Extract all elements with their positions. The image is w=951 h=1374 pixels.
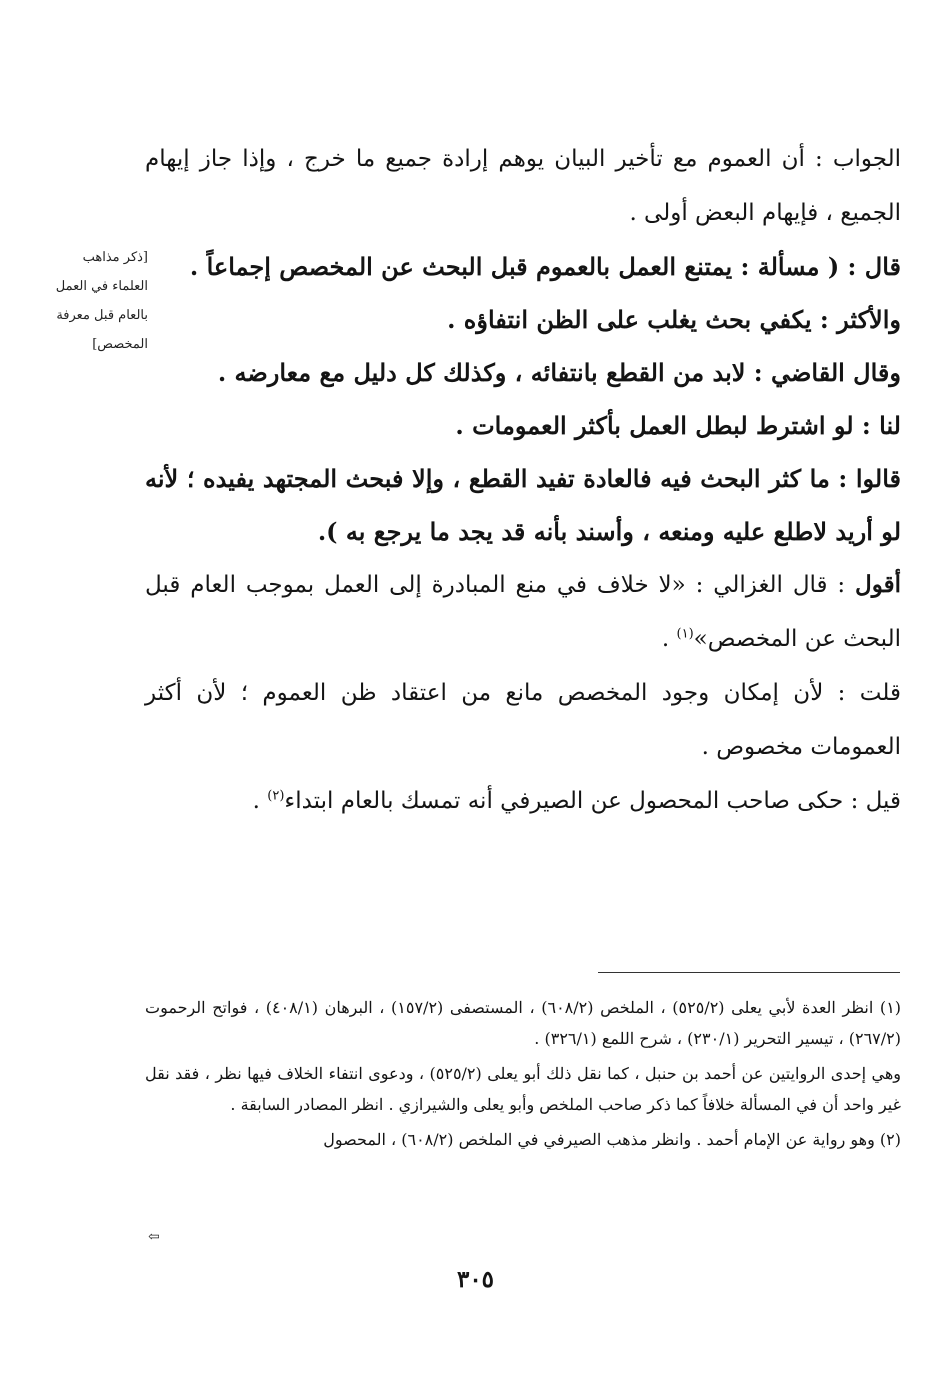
paragraph-text: وقال القاضي : لابد من القطع بانتفائه ، وكذلك كل دليل مع معارضه . <box>217 358 901 387</box>
paragraph-text: قلت : لأن إمكان وجود المخصص مانع من اعتقاد ظن العموم ؛ لأن أكثر العمومات مخصوص . <box>145 680 901 760</box>
footnote-ref: (١) <box>676 626 694 642</box>
footnote-1: (١) انظر العدة لأبي يعلى (٥٢٥/٢) ، الملخص (٦٠٨/٢) ، المستصفى (١٥٧/٢) ، البرهان (٤٠٨/١) ، فواتح الرحموت (٢٦٧/٢) ، تيسير التحرير (٢٣٠/١) ، شرح اللمع (٣٢٦/١) . <box>145 998 902 1048</box>
footnotes <box>145 992 901 1155</box>
continuation-arrow-icon: ⇦ <box>148 1229 160 1245</box>
paragraph-text: قيل : حكى صاحب المحصول عن الصيرفي أنه تمسك بالعام ابتداء <box>284 788 901 814</box>
paragraph-qalu <box>145 452 901 558</box>
paragraph-text: لنا : لو اشترط لبطل العمل بأكثر العمومات . <box>455 411 901 440</box>
footnote-divider <box>598 972 900 973</box>
paragraph-aqulu <box>145 558 901 666</box>
footnote-1-note: وهي إحدى الروايتين عن أحمد بن حنبل ، كما نقل ذلك أبو يعلى (٥٢٥/٢) ، ودعوى انتفاء الخلاف فيها نظر ، فقد نقل غير واحد أن في المسألة خلافاً كما ذكر صاحب الملخص وأبو يعلى والشيرازي . انظر المصادر السابقة . <box>145 1064 902 1114</box>
paragraph-text: قال : ( مسألة : يمتنع العمل بالعموم قبل البحث عن المخصص إجماعاً . <box>189 252 901 281</box>
paragraph-majority <box>145 293 901 346</box>
footnote-2: (٢) وهو رواية عن الإمام أحمد . وانظر مذهب الصيرفي في الملخص (٦٠٨/٢) ، المحصول <box>323 1130 901 1149</box>
paragraph-qultu <box>145 666 901 774</box>
paragraph-text: : قال الغزالي : «لا خلاف في منع المبادرة إلى العمل بموجب العام قبل البحث عن المخصص» <box>145 572 901 652</box>
paragraph-lana <box>145 399 901 452</box>
paragraph-text: قالوا : ما كثر البحث فيه فالعادة تفيد القطع ، وإلا فبحث المجتهد يفيده ؛ لأنه لو أريد لاطلع عليه ومنعه ، وأسند بأنه قد يجد ما يرجع به ). <box>145 464 901 546</box>
paragraph-lead: أقول <box>855 571 901 598</box>
footnote-ref: (٢) <box>267 788 285 804</box>
paragraph-text: الجواب : أن العموم مع تأخير البيان يوهم إرادة جميع ما خرج ، وإذا جاز إيهام الجميع ، فإيهام البعض أولى . <box>145 146 901 226</box>
paragraph-tail: . <box>252 788 268 814</box>
main-text <box>145 132 901 828</box>
paragraph-tail: . <box>661 626 677 652</box>
margin-note: [ذكر مذاهب العلماء في العمل بالعام قبل معرفة المخصص] <box>55 250 148 352</box>
paragraph-answer <box>145 132 901 240</box>
paragraph-text: والأكثر : يكفي بحث يغلب على الظن انتفاؤه . <box>447 305 901 334</box>
paragraph-issue <box>145 240 901 293</box>
paragraph-qila <box>145 774 901 828</box>
paragraph-qadi <box>145 346 901 399</box>
page-number: ٣٠٥ <box>456 1266 495 1293</box>
